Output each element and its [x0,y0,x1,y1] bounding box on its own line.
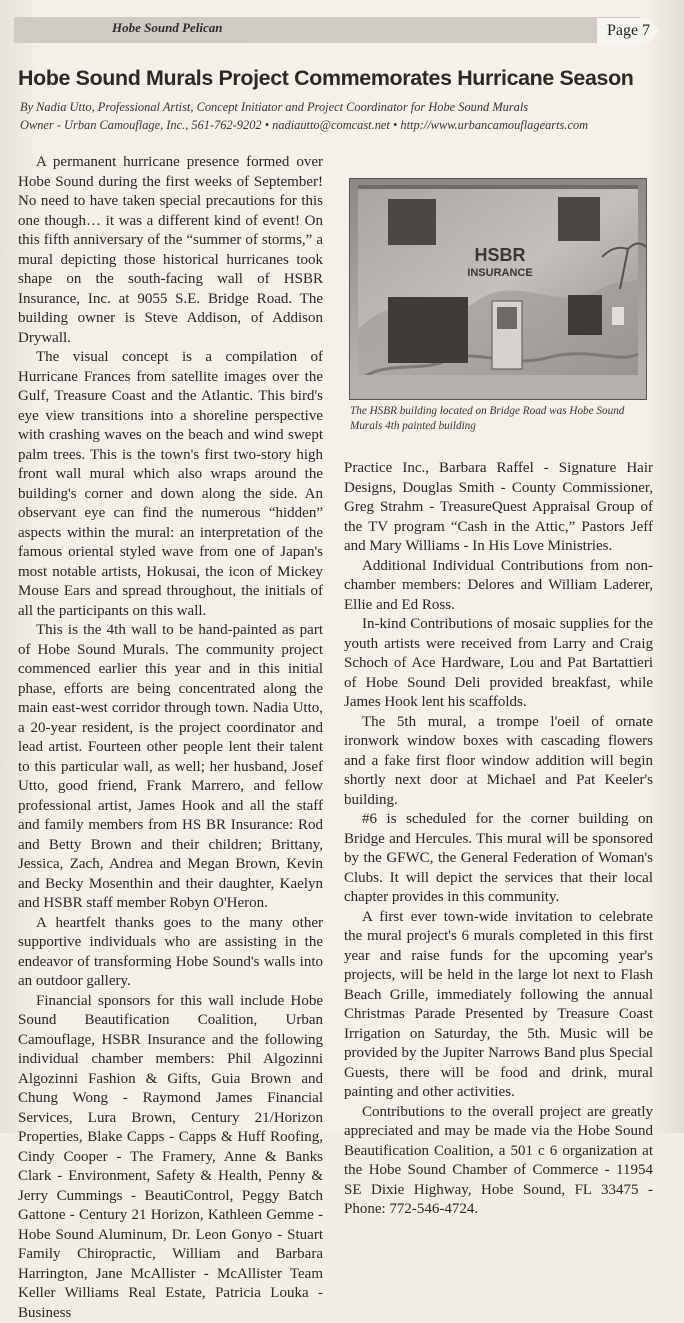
publication-name: Hobe Sound Pelican [112,20,223,36]
page-number: Page 7 [607,22,650,40]
lower-right-window [568,295,602,335]
paragraph: #6 is scheduled for the corner building on Bridge and Hercules. This mural will be sponsored by the GFWC, the General Federation of Woman's Clubs. It will depict the services that their local chapter provides in this community. [344,810,653,908]
sidewalk [350,375,646,399]
paragraph: A heartfelt thanks goes to the many other supportive individuals who are assisting in the endeavor of transforming Hobe Sound's walls into an outdoor gallery. [18,914,323,992]
article-headline: Hobe Sound Murals Project Commemorates Hurricane Season [18,66,668,91]
paragraph: A permanent hurricane presence formed over Hobe Sound during the first weeks of September! No need to have taken special precautions for this one though… it was a different kind of event! On this fifth anniversary of the “summer of storms,” a mural depicting those historical hurricanes took shape on the south-facing wall of HSBR Insurance, Inc. at 9055 S.E. Bridge Road. The building owner is Steve Addison, of Addison Drywall. [18,153,323,348]
roofline [358,185,638,189]
paragraph: This is the 4th wall to be hand-painted as part of Hobe Sound Murals. The community project commenced earlier this year and in this initial phase, efforts are being concentrated along the main east-west corridor through town. Nadia Utto, a 20-year resident, is the project coordinator and lead artist. Fourteen other people lent their talent to this particular wall, as well; her husband, Josef Utto, good friend, Frank Marrero, and fellow professional artist, James Hook and all the staff and family members from HS BR Insurance: Rod and Betty Brown and their children; Brittany, Jessica, Zach, Andrea and Megan Brown, Kevin and Becky Mosenthin and their daughter, Kaelyn and HSBR staff member Robyn O'Heron. [18,621,323,914]
paragraph: Additional Individual Contributions from non-chamber members: Delores and William Laderer, Ellie and Ed Ross. [344,557,653,616]
paragraph-continued: Practice Inc., Barbara Raffel - Signature Hair Designs, Douglas Smith - County Commissioner, Greg Strahm - TreasureQuest Appraisal Group of the TV program “Cash in the Attic,” Pastors Jeff and Mary Williams - In His Love Ministries. [344,459,653,557]
sign-hsbr: HSBR [474,245,525,265]
paragraph: The 5th mural, a trompe l'oeil of ornate ironwork window boxes with cascading flowers and a fake first floor window addition will begin shortly next door at Michael and Pat Keeler's building. [344,713,653,811]
building-illustration [350,179,646,399]
hsbr-building-photo [349,178,647,400]
paragraph: In-kind Contributions of mosaic supplies for the youth artists were received from Larry and Craig Schoch of Ace Hardware, Lou and Pat Bartattieri of Hobe Sound Deli provided breakfast, while James Hook lent his scaffolds. [344,615,653,713]
door-glass [497,307,517,329]
byline-contact: Owner - Urban Camouflage, Inc., 561-762-9202 • nadiautto@comcast.net • http://www.urbancamouflagearts.com [20,118,660,133]
header-bar [14,17,640,43]
paragraph: Contributions to the overall project are greatly appreciated and may be made via the Hobe Sound Beautification Coalition, a 501 c 6 organization at the Hobe Sound Chamber of Commerce - 11954 SE Dixie Highway, Hobe Sound, FL 33475 - Phone: 772-546-4724. [344,1103,653,1220]
photo-caption: The HSBR building located on Bridge Road was Hobe Sound Murals 4th painted building [350,404,650,434]
paragraph: Financial sponsors for this wall include Hobe Sound Beautification Coalition, Urban Camouflage, HSBR Insurance and the following individual chamber members: Phil Algozinni Algozinni Fashion & Gifts, Guia Brown and Chung Wong - Raymond James Financial Services, Lura Brown, Century 21/Horizon Properties, Blake Capps - Capps & Huff Roofing, Cindy Cooper - The Framery, Anne & Banks Clark - Environment, Safety & Health, Penny & Jerry Cummings - BeautiControl, Peggy Batch Gattone - Century 21 Horizon, Kathleen Gemme - Hobe Sound Aluminum, Dr. Leon Gonyo - Stuart Family Chiropractic, William and Barbara Harrington, Jane McAllister - McAllister Team Keller Williams Real Estate, Patricia Louka - Business [18,992,323,1323]
byline-author: By Nadia Utto, Professional Artist, Concept Initiator and Project Coordinator for Hobe Sound Murals [20,100,660,115]
article-column-left [18,153,323,1323]
upper-left-window [388,199,436,245]
article-column-right [344,459,653,1220]
paragraph: A first ever town-wide invitation to celebrate the mural project's 6 murals completed in this first year and raise funds for the upcoming year's projects, will be held in the large lot next to Flash Beach Grille, immediately following the annual Christmas Parade Presented by Treasure Coast Irrigation on Saturday, the 5th. Music will be provided by the Jupiter Narrows Band plus Special Guests, there will be food and drink, mural painting and other activities. [344,908,653,1103]
lower-left-window [388,297,468,363]
upper-right-window [558,197,600,241]
sign-insurance: INSURANCE [467,267,532,279]
paragraph: The visual concept is a compilation of Hurricane Frances from satellite images over the Gulf, Treasure Coast and the Atlantic. This bird's eye view transitions into a shoreline perspective with crashing waves on the beach and wind swept palm trees. This is the town's first two-story high front wall mural which also wraps around the building's corner and down along the side. An observant eye can find the numerous “hidden” aspects within the mural: an interpretation of the famous oriental styled wave from one of Japan's most notable artists, Hokusai, the icon of Mickey Mouse Ears and spread throughout, the initials of all the participants on this wall. [18,348,323,621]
address-plate [612,307,624,325]
